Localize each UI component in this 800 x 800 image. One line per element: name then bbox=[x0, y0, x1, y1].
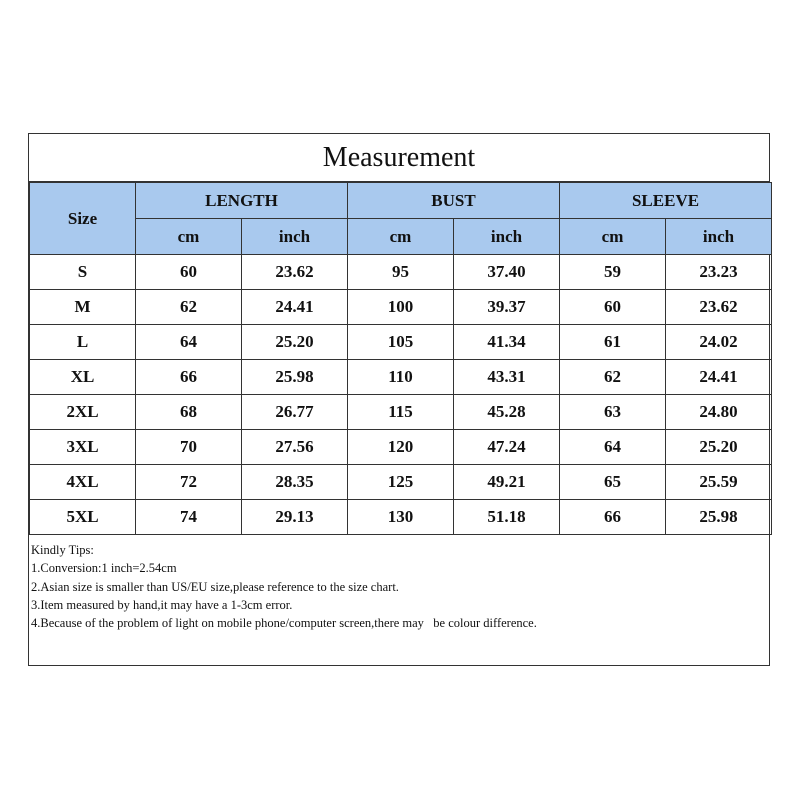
value-cell: 64 bbox=[560, 430, 666, 465]
value-cell: 25.98 bbox=[242, 360, 348, 395]
size-cell: S bbox=[30, 255, 136, 290]
table-row bbox=[30, 395, 772, 430]
value-cell: 74 bbox=[136, 500, 242, 535]
value-cell: 47.24 bbox=[454, 430, 560, 465]
table-row bbox=[30, 465, 772, 500]
value-cell: 100 bbox=[348, 290, 454, 325]
table-row bbox=[30, 255, 772, 290]
tip-item: 4.Because of the problem of light on mobile phone/computer screen,there may be colour difference. bbox=[31, 616, 537, 631]
table-row bbox=[30, 325, 772, 360]
size-cell: M bbox=[30, 290, 136, 325]
value-cell: 59 bbox=[560, 255, 666, 290]
value-cell: 130 bbox=[348, 500, 454, 535]
size-header: Size bbox=[30, 183, 136, 255]
value-cell: 66 bbox=[560, 500, 666, 535]
unit-header: cm bbox=[136, 219, 242, 255]
value-cell: 27.56 bbox=[242, 430, 348, 465]
value-cell: 72 bbox=[136, 465, 242, 500]
value-cell: 25.98 bbox=[666, 500, 772, 535]
size-chart bbox=[28, 133, 770, 666]
unit-header: cm bbox=[348, 219, 454, 255]
value-cell: 25.59 bbox=[666, 465, 772, 500]
value-cell: 64 bbox=[136, 325, 242, 360]
value-cell: 23.62 bbox=[242, 255, 348, 290]
value-cell: 70 bbox=[136, 430, 242, 465]
value-cell: 62 bbox=[136, 290, 242, 325]
size-cell: 4XL bbox=[30, 465, 136, 500]
value-cell: 37.40 bbox=[454, 255, 560, 290]
value-cell: 125 bbox=[348, 465, 454, 500]
value-cell: 28.35 bbox=[242, 465, 348, 500]
tip-item: 1.Conversion:1 inch=2.54cm bbox=[31, 561, 177, 576]
value-cell: 51.18 bbox=[454, 500, 560, 535]
value-cell: 95 bbox=[348, 255, 454, 290]
group-header-sleeve: SLEEVE bbox=[560, 183, 772, 219]
table-row bbox=[30, 360, 772, 395]
value-cell: 63 bbox=[560, 395, 666, 430]
value-cell: 43.31 bbox=[454, 360, 560, 395]
kindly-tips bbox=[29, 541, 769, 632]
value-cell: 120 bbox=[348, 430, 454, 465]
chart-title: Measurement bbox=[29, 134, 769, 182]
value-cell: 68 bbox=[136, 395, 242, 430]
value-cell: 45.28 bbox=[454, 395, 560, 430]
size-cell: 3XL bbox=[30, 430, 136, 465]
tip-item: 2.Asian size is smaller than US/EU size,please reference to the size chart. bbox=[31, 579, 399, 594]
value-cell: 25.20 bbox=[666, 430, 772, 465]
group-header-bust: BUST bbox=[348, 183, 560, 219]
size-cell: 5XL bbox=[30, 500, 136, 535]
size-cell: L bbox=[30, 325, 136, 360]
tips-heading: Kindly Tips: bbox=[31, 543, 94, 557]
value-cell: 60 bbox=[136, 255, 242, 290]
size-table bbox=[29, 182, 772, 535]
unit-header: inch bbox=[242, 219, 348, 255]
value-cell: 105 bbox=[348, 325, 454, 360]
unit-header: cm bbox=[560, 219, 666, 255]
table-row bbox=[30, 290, 772, 325]
value-cell: 25.20 bbox=[242, 325, 348, 360]
value-cell: 49.21 bbox=[454, 465, 560, 500]
value-cell: 65 bbox=[560, 465, 666, 500]
size-cell: 2XL bbox=[30, 395, 136, 430]
value-cell: 110 bbox=[348, 360, 454, 395]
value-cell: 26.77 bbox=[242, 395, 348, 430]
value-cell: 66 bbox=[136, 360, 242, 395]
value-cell: 39.37 bbox=[454, 290, 560, 325]
size-cell: XL bbox=[30, 360, 136, 395]
value-cell: 24.80 bbox=[666, 395, 772, 430]
group-header-length: LENGTH bbox=[136, 183, 348, 219]
value-cell: 23.62 bbox=[666, 290, 772, 325]
value-cell: 29.13 bbox=[242, 500, 348, 535]
value-cell: 23.23 bbox=[666, 255, 772, 290]
value-cell: 115 bbox=[348, 395, 454, 430]
value-cell: 61 bbox=[560, 325, 666, 360]
value-cell: 24.41 bbox=[242, 290, 348, 325]
unit-header: inch bbox=[666, 219, 772, 255]
tip-item: 3.Item measured by hand,it may have a 1-3cm error. bbox=[31, 597, 293, 612]
table-row bbox=[30, 430, 772, 465]
value-cell: 60 bbox=[560, 290, 666, 325]
unit-header: inch bbox=[454, 219, 560, 255]
value-cell: 24.41 bbox=[666, 360, 772, 395]
value-cell: 24.02 bbox=[666, 325, 772, 360]
table-row bbox=[30, 500, 772, 535]
value-cell: 62 bbox=[560, 360, 666, 395]
value-cell: 41.34 bbox=[454, 325, 560, 360]
